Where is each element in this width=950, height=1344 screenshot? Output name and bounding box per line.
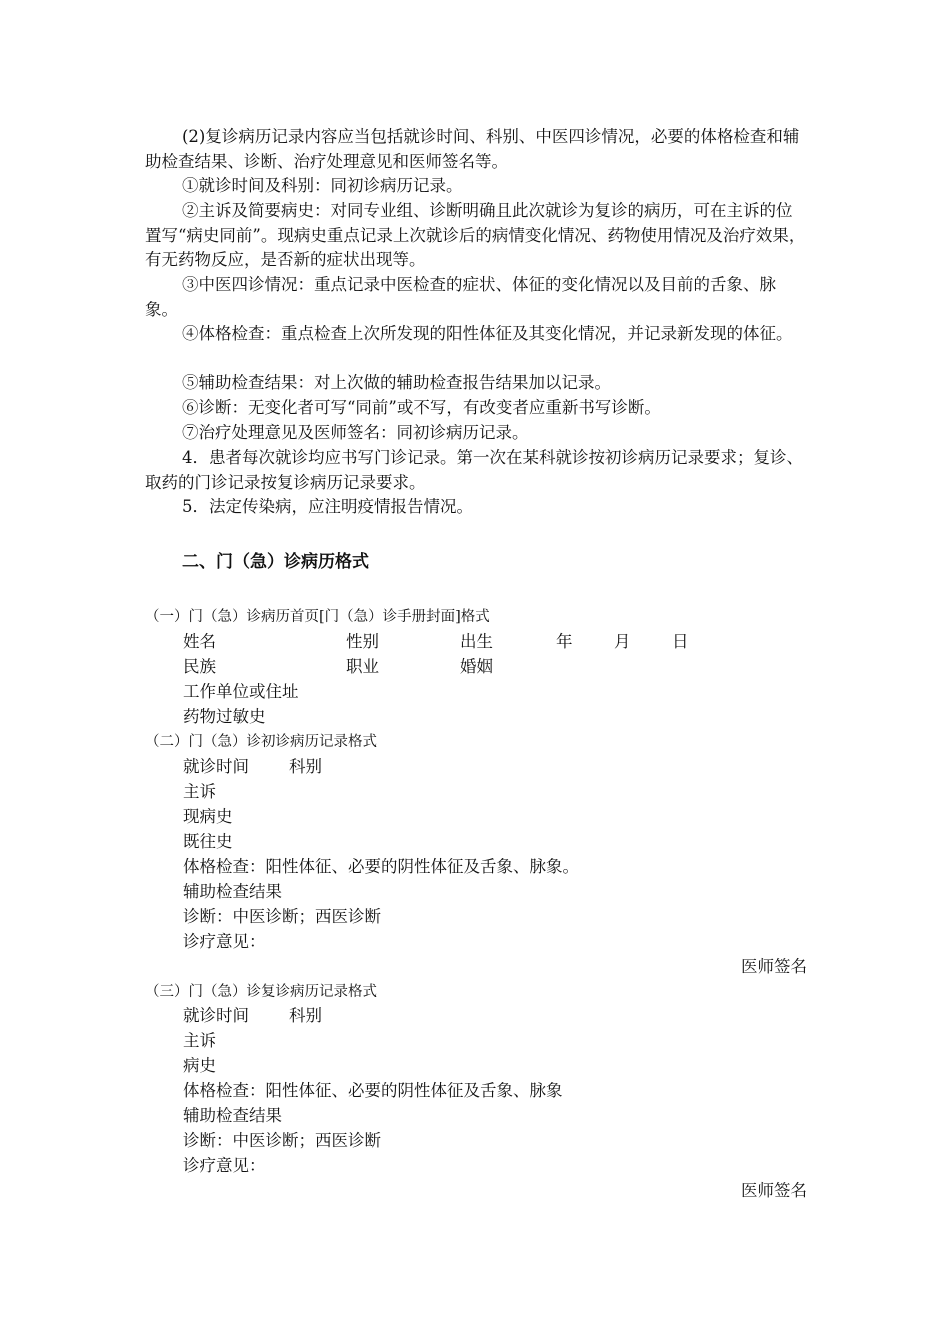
field-sex: 性别 xyxy=(346,632,379,651)
field-name: 姓名 xyxy=(183,632,216,651)
paragraph-item-2: ②主诉及简要病史：对同专业组、诊断明确且此次就诊为复诊的病历，可在主诉的位置写“病史同前”。现病史重点记录上次就诊后的病情变化情况、药物使用情况及治疗效果，有无药物反应，是否新的症状出现等。 xyxy=(145,201,806,269)
paragraph-point-5: 5．法定传染病，应注明疫情报告情况。 xyxy=(182,497,473,516)
field-diagnosis: 诊断：中医诊断；西医诊断 xyxy=(183,1131,381,1150)
field-treatment: 诊疗意见： xyxy=(183,1156,266,1175)
field-chief-complaint: 主诉 xyxy=(183,782,216,801)
subheading-initial: （二）门（急）诊初诊病历记录格式 xyxy=(145,734,377,750)
field-present-illness: 现病史 xyxy=(183,807,233,826)
paragraph-item-6: ⑥诊断：无变化者可写“同前”或不写，有改变者应重新书写诊断。 xyxy=(182,398,661,417)
field-allergy: 药物过敏史 xyxy=(183,707,266,726)
section-heading: 二、门（急）诊病历格式 xyxy=(182,552,369,572)
doctor-signature-label: 医师签名 xyxy=(741,957,807,976)
field-day: 日 xyxy=(672,632,689,651)
field-aux-exam: 辅助检查结果 xyxy=(183,882,282,901)
paragraph-item-3: ③中医四诊情况：重点记录中医检查的症状、体征的变化情况以及目前的舌象、脉象。 xyxy=(145,275,776,319)
paragraph-item-5: ⑤辅助检查结果：对上次做的辅助检查报告结果加以记录。 xyxy=(182,373,611,392)
field-past-history: 既往史 xyxy=(183,832,233,851)
field-aux-exam: 辅助检查结果 xyxy=(183,1106,282,1125)
field-occupation: 职业 xyxy=(346,657,379,676)
field-marriage: 婚姻 xyxy=(460,657,493,676)
field-month: 月 xyxy=(614,632,631,651)
subheading-cover: （一）门（急）诊病历首页[门（急）诊手册封面]格式 xyxy=(145,609,490,625)
field-physical-exam: 体格检查：阳性体征、必要的阴性体征及舌象、脉象。 xyxy=(183,857,579,876)
doctor-signature-label: 医师签名 xyxy=(741,1181,807,1200)
field-department: 科别 xyxy=(289,757,322,776)
field-workplace: 工作单位或住址 xyxy=(183,682,299,701)
field-year: 年 xyxy=(556,632,573,651)
field-ethnicity: 民族 xyxy=(183,657,216,676)
field-physical-exam: 体格检查：阳性体征、必要的阴性体征及舌象、脉象 xyxy=(183,1081,563,1100)
paragraph-point-4: 4．患者每次就诊均应书写门诊记录。第一次在某科就诊按初诊病历记录要求；复诊、取药的门诊记录按复诊病历记录要求。 xyxy=(145,448,803,492)
paragraph-item-1: ①就诊时间及科别：同初诊病历记录。 xyxy=(182,176,463,195)
field-treatment: 诊疗意见： xyxy=(183,932,266,951)
paragraph-followup-record: (2)复诊病历记录内容应当包括就诊时间、科别、中医四诊情况，必要的体格检查和辅助检查结果、诊断、治疗处理意见和医师签名等。 xyxy=(145,127,800,171)
field-department: 科别 xyxy=(289,1006,322,1025)
paragraph-item-4: ④体格检查：重点检查上次所发现的阳性体征及其变化情况，并记录新发现的体征。 xyxy=(182,324,793,343)
field-history: 病史 xyxy=(183,1056,216,1075)
paragraph-item-7: ⑦治疗处理意见及医师签名：同初诊病历记录。 xyxy=(182,423,529,442)
field-visit-time: 就诊时间 xyxy=(183,1006,249,1025)
field-chief-complaint: 主诉 xyxy=(183,1031,216,1050)
field-visit-time: 就诊时间 xyxy=(183,757,249,776)
field-diagnosis: 诊断：中医诊断；西医诊断 xyxy=(183,907,381,926)
subheading-followup: （三）门（急）诊复诊病历记录格式 xyxy=(145,984,377,1000)
field-birth: 出生 xyxy=(460,632,493,651)
